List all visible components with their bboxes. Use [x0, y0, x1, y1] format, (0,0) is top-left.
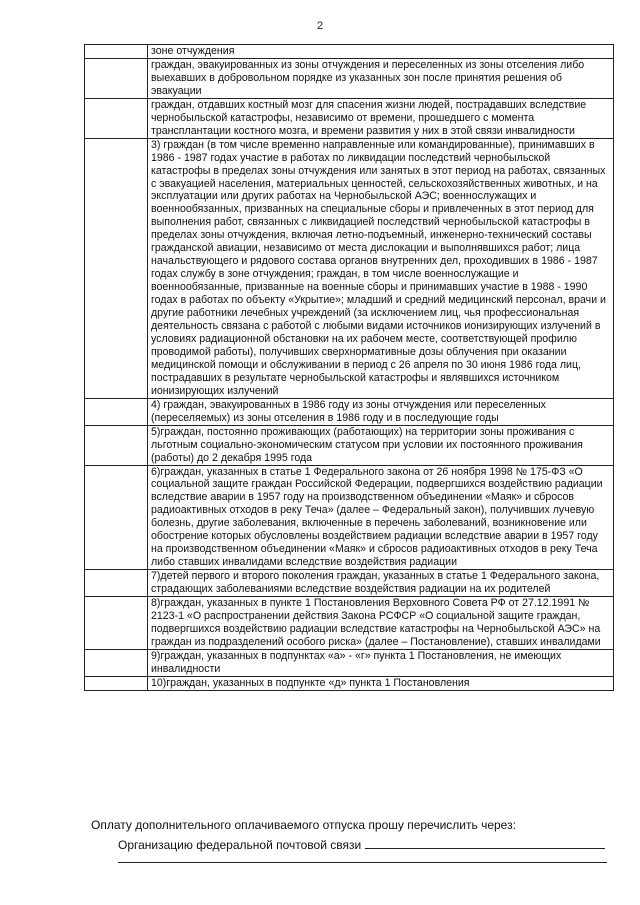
table-row	[85, 425, 614, 465]
table-cell-text: граждан, эвакуированных из зоны отчуждения и переселенных из зоны отселения либо выехавших в добровольном порядке из указанных зон после принятия решения об эвакуации	[148, 58, 614, 98]
table-row	[85, 398, 614, 425]
table-cell-empty	[85, 398, 148, 425]
table-cell-empty	[85, 465, 148, 570]
table-cell-text: 8)граждан, указанных в пункте 1 Постановления Верховного Совета РФ от 27.12.1991 № 2123-1 «О распространении действия Закона РСФСР «О социальной защите граждан, подвергшихся воздействию радиации вследствие катастрофы на Чернобыльской АЭС» на граждан из подразделений особого риска» (далее – Постановление), ставших инвалидами	[148, 597, 614, 650]
fill-in-line[interactable]	[118, 862, 607, 863]
table-row	[85, 597, 614, 650]
postal-option	[118, 837, 640, 852]
table-row	[85, 98, 614, 138]
table-cell-text: граждан, отдавших костный мозг для спасения жизни людей, пострадавших вследствие чернобыльской катастрофы, независимо от времени, прошедшего с момента трансплантации костного мозга, и времени развития у них в этой связи инвалидности	[148, 98, 614, 138]
table-row	[85, 465, 614, 570]
table-cell-empty	[85, 425, 148, 465]
table-cell-text: 5)граждан, постоянно проживающих (работающих) на территории зоны проживания с льготным социально-экономическим статусом при условии их постоянного проживания (работы) до 2 декабря 1995 года	[148, 425, 614, 465]
table-cell-empty	[85, 570, 148, 597]
table-row	[85, 58, 614, 98]
table-cell-text: 4) граждан, эвакуированных в 1986 году из зоны отчуждения или переселенных (переселяемых) из зоны отселения в 1986 году и в последующие годы	[148, 398, 614, 425]
postal-option-label: Организацию федеральной почтовой связи	[118, 838, 362, 852]
table-cell-text: 3) граждан (в том числе временно направленные или командированные), принимавших в 1986 - 1987 годах участие в работах по ликвидации последствий чернобыльской катастрофы в пределах зоны отчуждения или занятых в этот период на работах, связанных с эвакуацией населения, материальных ценностей, сельскохозяйственных животных, и на эксплуатации или других работах на Чернобыльской АЭС; военнослужащих и военнообязанных, призванных на специальные сборы и привлеченных в этот период для выполнения работ, связанных с ликвидацией последствий чернобыльской катастрофы в пределах зоны отчуждения, включая летно-подъемный, инженерно-технический составы гражданской авиации, независимо от места дислокации и выполнявшихся работ; лица начальствующего и рядового состава органов внутренних дел, проходивших в 1986 - 1987 годах службу в зоне отчуждения; граждан, в том числе военнослужащие и военнообязанные, призванные на военные сборы и принимавших участие в 1988 - 1990 годах в работах по объекту «Укрытие»; младший и средний медицинский персонал, врачи и другие работники лечебных учреждений (за исключением лиц, чья профессиональная деятельность связана с работой с любыми видами источников ионизирующих излучений в условиях радиационной обстановки на их рабочем месте, соответствующей профилю проводимой работы), получивших сверхнормативные дозы облучения при оказании медицинской помощи и обслуживании в период с 26 апреля по 30 июня 1986 года лиц, пострадавших в результате чернобыльской катастрофы и являвшихся источником ионизирующих излучений	[148, 138, 614, 398]
table-cell-text: 9)граждан, указанных в подпунктах «а» - «г» пункта 1 Постановления, не имеющих инвалидности	[148, 649, 614, 676]
table-row	[85, 570, 614, 597]
table-cell-text: зоне отчуждения	[148, 45, 614, 59]
table-cell-empty	[85, 58, 148, 98]
table-row	[85, 45, 614, 59]
postal-fill-line[interactable]	[365, 837, 605, 849]
table-cell-empty	[85, 649, 148, 676]
benefit-categories-table	[84, 44, 614, 691]
table-cell-text: 6)граждан, указанных в статье 1 Федерального закона от 26 ноября 1998 № 175-ФЗ «О социальной защите граждан Российской Федерации, подвергшихся воздействию радиации вследствие аварии в 1957 году на производственном объединении «Маяк» и сбросов радиоактивных отходов в реку Теча» (далее – Федеральный закон), получивших лучевую болезнь, другие заболевания, включенные в перечень заболеваний, возникновение или обострение которых обусловлены воздействием радиации вследствие аварии в 1957 году на производственном объединении «Маяк» и сбросов радиоактивных отходов в реку Теча либо ставших инвалидами вследствие воздействия радиации	[148, 465, 614, 570]
table-cell-empty	[85, 676, 148, 690]
table-row	[85, 138, 614, 398]
table-cell-text: 10)граждан, указанных в подпункте «д» пункта 1 Постановления	[148, 676, 614, 690]
page-number: 2	[316, 20, 324, 32]
table-cell-empty	[85, 138, 148, 398]
table-cell-empty	[85, 45, 148, 59]
table-cell-empty	[85, 98, 148, 138]
table-cell-empty	[85, 597, 148, 650]
table-row	[85, 649, 614, 676]
table-cell-text: 7)детей первого и второго поколения граждан, указанных в статье 1 Федерального закона, страдающих заболеваниями вследствие воздействия радиации на их родителей	[148, 570, 614, 597]
payment-instruction: Оплату дополнительного оплачиваемого отпуска прошу перечислить через:	[91, 818, 516, 832]
table-row	[85, 676, 614, 690]
